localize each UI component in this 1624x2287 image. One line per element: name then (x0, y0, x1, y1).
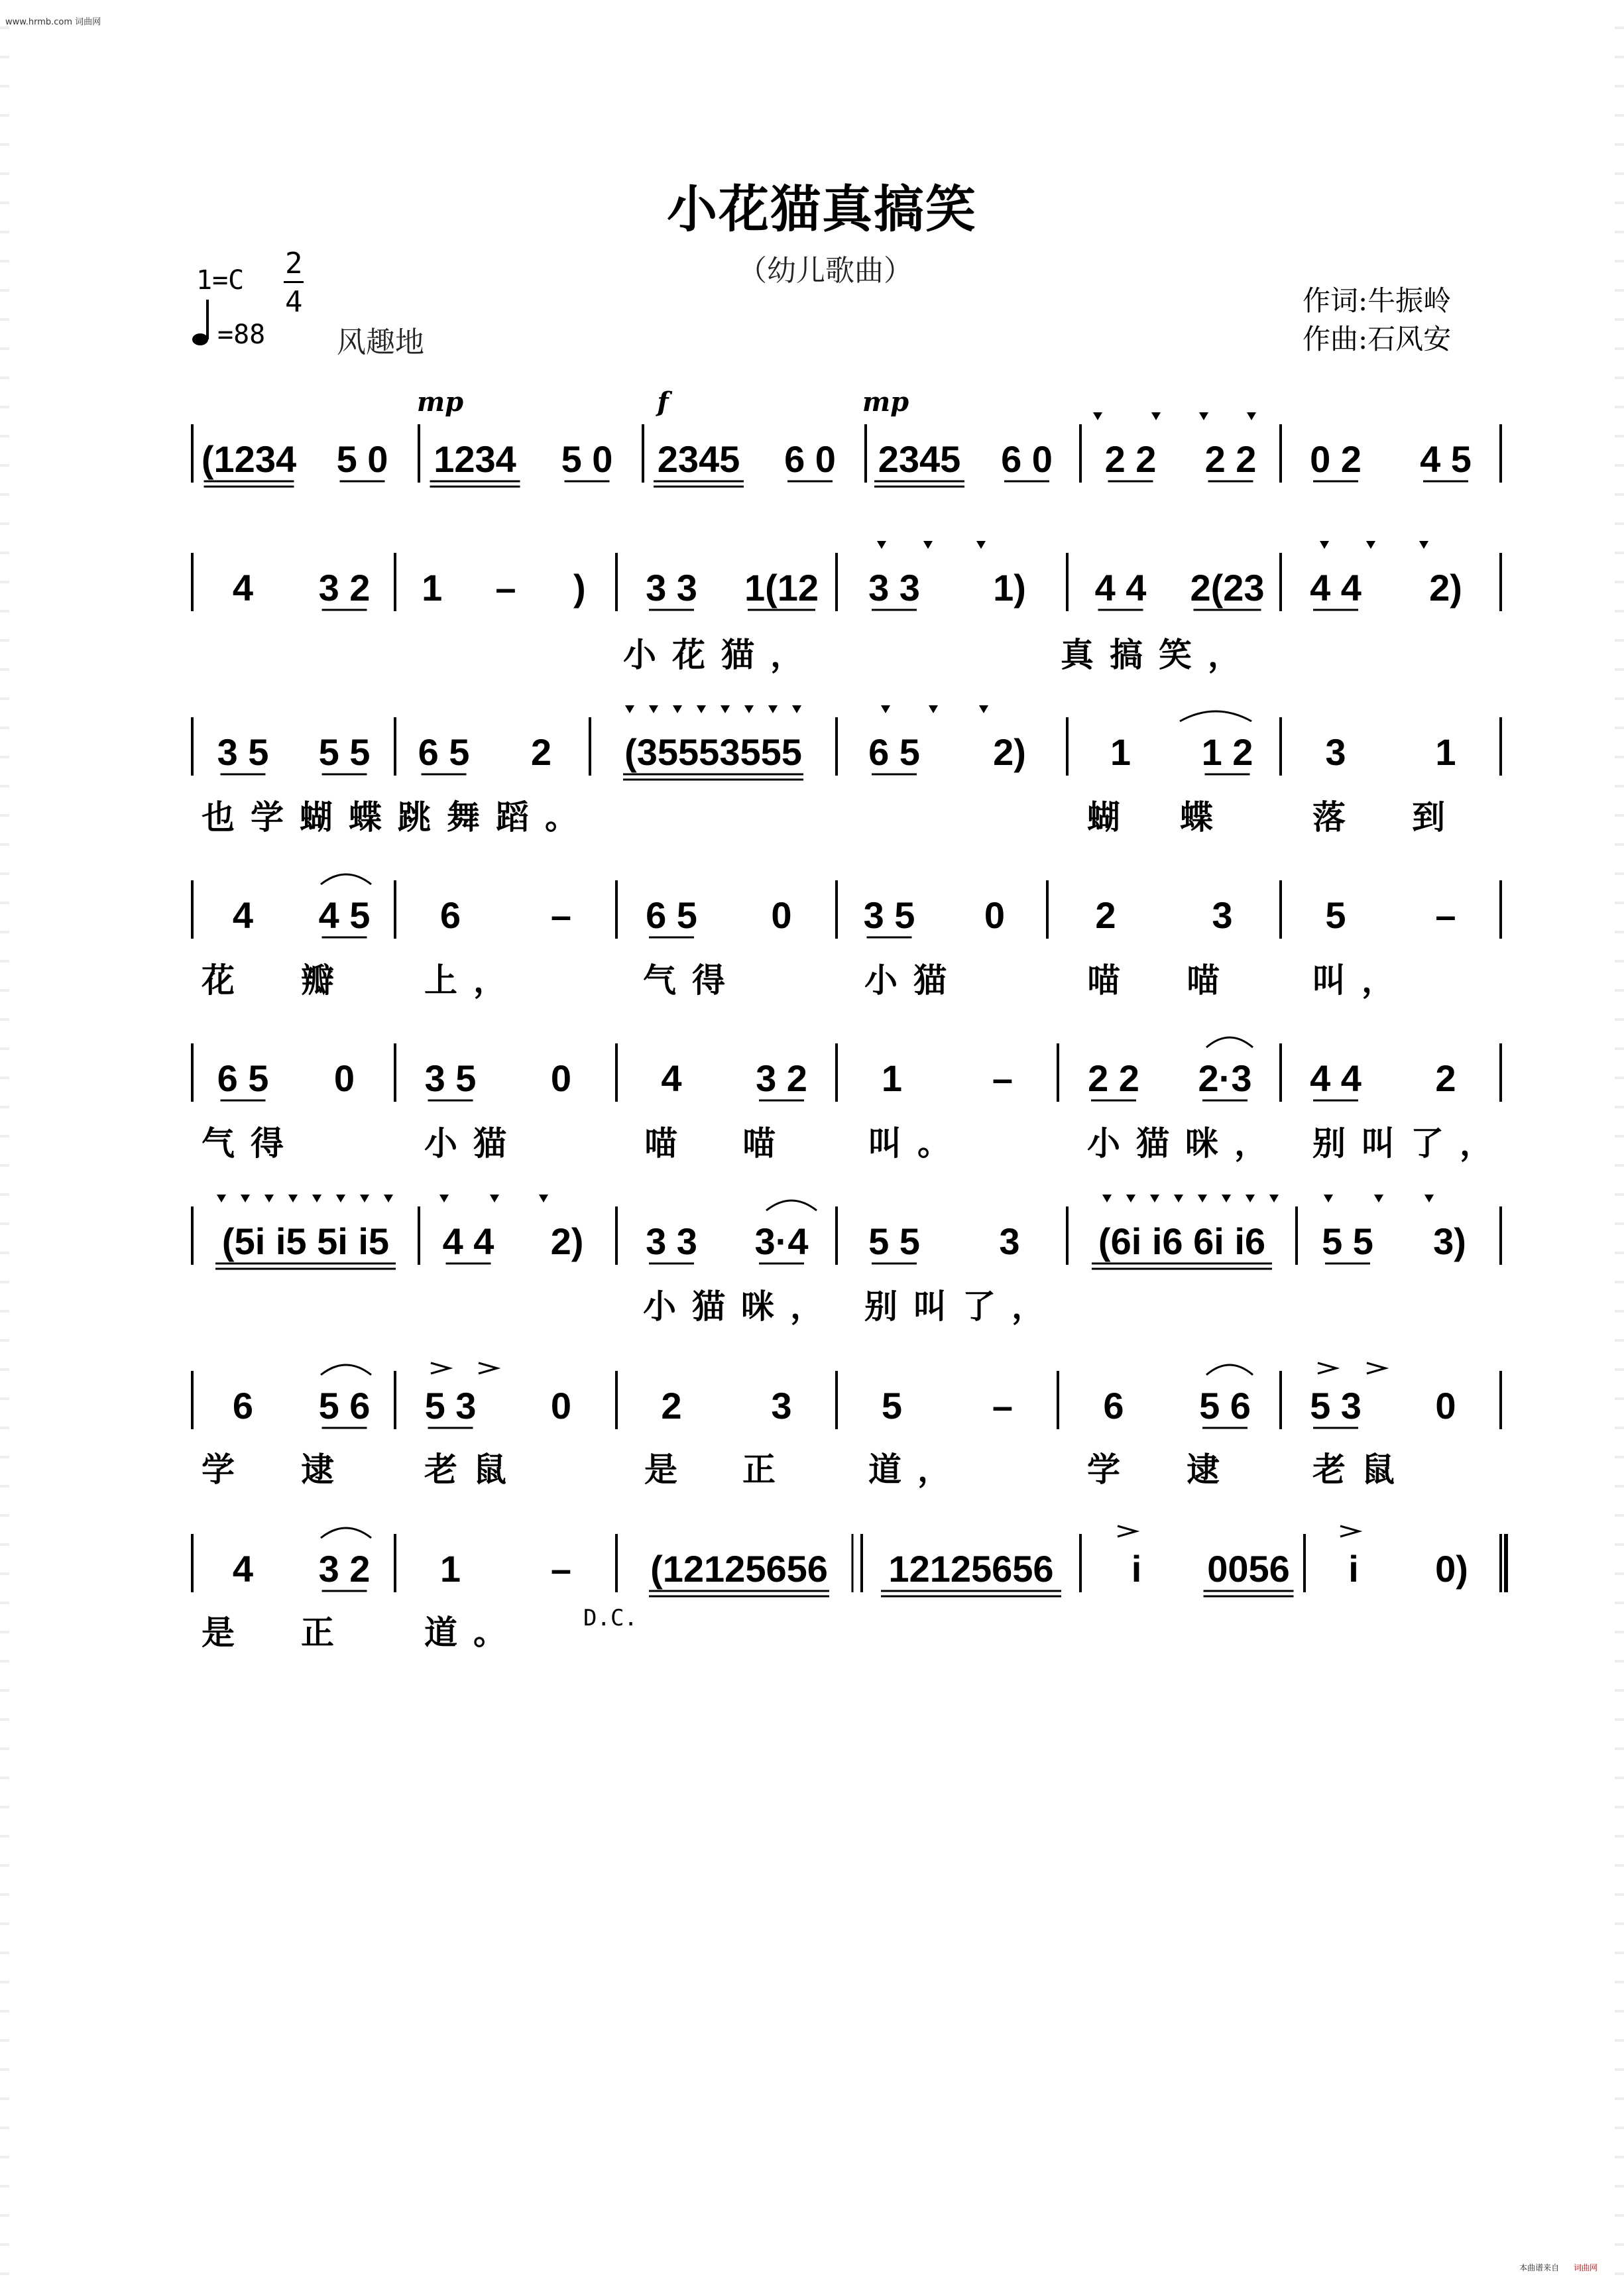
note-group: 3 (1325, 731, 1346, 773)
note-group: 1 2 (1201, 731, 1253, 773)
lyric: 叫， (1312, 961, 1411, 1000)
staccato-mark (539, 1195, 548, 1202)
lyric: 花 (202, 961, 251, 1000)
staccato-mark (721, 705, 730, 713)
note-group: 1(12 (744, 567, 819, 609)
staccato-mark (673, 705, 682, 713)
footer-left: 本曲谱来自 (1519, 2263, 1560, 2272)
staccato-mark (625, 705, 634, 713)
note-group: 5 0 (561, 438, 613, 480)
note-group: (5i i5 5i i5 (221, 1220, 390, 1262)
note-group: 0) (1435, 1548, 1468, 1590)
lyric: 上， (424, 961, 522, 1000)
note-group: 3 2 (318, 567, 371, 609)
lyric: 也学蝴蝶跳舞蹈。 (202, 798, 594, 837)
note-group: 3 2 (756, 1057, 807, 1099)
lyric: 小猫咪， (1087, 1124, 1283, 1163)
note-group: i (1348, 1548, 1359, 1590)
time-signature-bottom: 4 (285, 285, 303, 319)
note-group: 12125656 (888, 1548, 1054, 1590)
note-group: 2 2 (1088, 1057, 1139, 1099)
header-url: www.hrmb.com 词曲网 (5, 17, 101, 27)
note-group: 3 (999, 1220, 1020, 1262)
note-group: 4 (232, 1548, 254, 1590)
note-group: 0 (550, 1057, 572, 1099)
note-group: (12125656 (650, 1548, 828, 1590)
note-group: 5 (1325, 894, 1346, 936)
note-group: 4 5 (318, 894, 371, 936)
note-group: 1 (881, 1057, 903, 1099)
note-group: 2 (1435, 1057, 1456, 1099)
note-group: 2345 (878, 438, 961, 480)
staccato-mark (1374, 1195, 1383, 1202)
lyric: 小猫咪， (643, 1287, 839, 1326)
note-group: 6 (439, 894, 461, 936)
staccato-mark (1126, 1195, 1135, 1202)
lyric: 小花猫， (623, 636, 819, 674)
note-group: 2 (530, 731, 552, 773)
lyric: 道， (868, 1450, 966, 1489)
staccato-mark (1198, 1195, 1207, 1202)
staccato-mark (490, 1195, 499, 1202)
staccato-mark (336, 1195, 345, 1202)
note-group: 4 4 (1094, 567, 1147, 609)
lyric: 别叫了， (864, 1287, 1061, 1326)
note-group: 6 0 (1001, 438, 1053, 480)
staccato-mark (1150, 1195, 1159, 1202)
note-group: 0 2 (1310, 438, 1362, 480)
staccato-mark (881, 705, 890, 713)
staccato-mark (360, 1195, 369, 1202)
staccato-mark (384, 1195, 393, 1202)
staccato-mark (241, 1195, 250, 1202)
lyric: 小猫 (424, 1124, 522, 1163)
note-group: 1) (993, 567, 1026, 609)
note-group: – (992, 1385, 1014, 1427)
staccato-mark (923, 541, 933, 549)
staccato-mark (792, 705, 801, 713)
note-group: 2 2 (1204, 438, 1257, 480)
note-group: 2 (661, 1385, 682, 1427)
note-group: 5 5 (1322, 1220, 1373, 1262)
staccato-mark (1246, 1195, 1255, 1202)
note-group: 6 5 (868, 731, 920, 773)
staccato-mark (1320, 541, 1329, 549)
lyric: 蝶 (1180, 798, 1229, 837)
note-group: 2·3 (1198, 1057, 1252, 1099)
staccato-mark (1419, 541, 1428, 549)
staccato-mark (1247, 412, 1256, 420)
lyric: 别叫了， (1312, 1124, 1509, 1163)
staccato-mark (264, 1195, 274, 1202)
staccato-mark (1222, 1195, 1231, 1202)
lyric: 小猫 (864, 961, 962, 1000)
note-group: 5 6 (1199, 1385, 1251, 1427)
note-group: (6i i6 6i i6 (1098, 1220, 1266, 1262)
staccato-mark (312, 1195, 321, 1202)
lyric: 真搞笑， (1061, 636, 1257, 674)
note-group: 6 (232, 1385, 254, 1427)
note-group: 2(23 (1190, 567, 1265, 609)
slur-arc (321, 1365, 371, 1375)
lyric: 逮 (301, 1450, 350, 1489)
staccato-mark (1093, 412, 1102, 420)
accent-mark (479, 1363, 497, 1374)
staccato-mark (744, 705, 754, 713)
dynamic-mark: mp (416, 386, 464, 418)
footer-right: 词曲网 (1573, 2263, 1597, 2272)
note-group: 3 5 (863, 894, 915, 936)
note-group: 3 2 (318, 1548, 371, 1590)
note-group: 0 (771, 894, 792, 936)
lyric: 落 (1312, 798, 1362, 837)
staccato-mark (649, 705, 658, 713)
note-group: 1 (1110, 731, 1131, 773)
song-subtitle: （幼儿歌曲） (738, 254, 913, 288)
note-group: 2) (1429, 567, 1462, 609)
accent-mark (1318, 1363, 1336, 1374)
staccato-mark (1151, 412, 1161, 420)
lyric: 喵 (1087, 961, 1136, 1000)
note-group: ) (573, 567, 586, 609)
staccato-mark (1324, 1195, 1333, 1202)
tempo-value: =88 (217, 320, 266, 350)
slur-arc (1206, 1037, 1253, 1047)
lyric: 瓣 (301, 961, 350, 1000)
composer: 作曲:石风安 (1303, 323, 1452, 355)
note-group: – (550, 894, 572, 936)
staccato-mark (979, 705, 988, 713)
footer (1519, 2262, 1597, 2273)
note-group: 4 (232, 567, 254, 609)
dc-marking: D.C. (583, 1605, 638, 1631)
song-title: 小花猫真搞笑 (667, 180, 977, 239)
note-group: 3 5 (217, 731, 269, 773)
lyric: 蝴 (1087, 798, 1136, 837)
time-signature-top: 2 (285, 247, 303, 280)
staccato-mark (877, 541, 886, 549)
staccato-mark (288, 1195, 298, 1202)
lyric: 气得 (643, 961, 741, 1000)
note-group: 3 3 (646, 567, 697, 609)
staccato-mark (929, 705, 938, 713)
note-group: 0056 (1207, 1548, 1290, 1590)
lyric: 是 (644, 1450, 693, 1489)
staccato-mark (1174, 1195, 1183, 1202)
note-group: 2) (550, 1220, 584, 1262)
note-group: 6 5 (418, 731, 470, 773)
note-group: 4 4 (1310, 567, 1362, 609)
note-group: 2345 (657, 438, 740, 480)
note-group: 3 3 (868, 567, 920, 609)
staccato-mark (439, 1195, 449, 1202)
accent-mark (1340, 1526, 1359, 1537)
staccato-mark (1199, 412, 1208, 420)
note-group: 4 4 (1310, 1057, 1362, 1099)
note-group: – (992, 1057, 1014, 1099)
tempo-marking: 风趣地 (337, 325, 424, 359)
note-group: 0 (984, 894, 1006, 936)
note-group: 5 5 (318, 731, 371, 773)
lyric: 叫。 (868, 1124, 966, 1163)
note-group: 5 3 (424, 1385, 477, 1427)
lyric: 到 (1412, 798, 1461, 837)
note-group: – (1435, 894, 1456, 936)
lyric: 喵 (742, 1124, 791, 1163)
note-group: 5 6 (318, 1385, 371, 1427)
note-group: 5 5 (868, 1220, 920, 1262)
slur-arc (321, 874, 371, 884)
note-group: 1 (439, 1548, 461, 1590)
lyric: 正 (301, 1613, 350, 1652)
note-group: 0 (333, 1057, 355, 1099)
accent-mark (1118, 1526, 1136, 1537)
note-group: 3 3 (646, 1220, 697, 1262)
note-group: 3) (1433, 1220, 1466, 1262)
lyricist: 作词:牛振岭 (1303, 284, 1452, 317)
key-signature: 1=C (196, 265, 245, 296)
lyric: 道。 (424, 1613, 522, 1652)
slur-arc (766, 1201, 817, 1210)
lyric: 气得 (202, 1124, 300, 1163)
note-group: 6 0 (784, 438, 836, 480)
slur-arc (1206, 1365, 1253, 1375)
accent-mark (431, 1363, 449, 1374)
dynamic-mark: f (657, 386, 669, 418)
staccato-mark (768, 705, 778, 713)
note-group: 6 5 (646, 894, 697, 936)
note-group: 2 2 (1104, 438, 1157, 480)
accent-mark (1367, 1363, 1385, 1374)
lyric: 喵 (644, 1124, 693, 1163)
staccato-mark (1424, 1195, 1434, 1202)
note-group: 1 (1435, 731, 1456, 773)
note-group: 3 (771, 1385, 792, 1427)
note-group: 2 (1095, 894, 1116, 936)
staccato-mark (697, 705, 706, 713)
note-group: – (495, 567, 516, 609)
lyric: 老鼠 (424, 1450, 522, 1489)
note-group: 4 4 (442, 1220, 494, 1262)
note-group: 4 (661, 1057, 682, 1099)
staccato-mark (1366, 541, 1375, 549)
note-group: i (1131, 1548, 1142, 1590)
note-group: 5 (881, 1385, 903, 1427)
staccato-mark (1102, 1195, 1112, 1202)
note-group: 0 (1435, 1385, 1456, 1427)
note-group: (1234 (201, 438, 297, 480)
note-group: 0 (550, 1385, 572, 1427)
note-group: 6 5 (217, 1057, 269, 1099)
note-group: 1 (422, 567, 443, 609)
lyric: 学 (202, 1450, 251, 1489)
note-group: 5 3 (1310, 1385, 1362, 1427)
note-group: 1234 (434, 438, 516, 480)
lyric: 正 (742, 1450, 791, 1489)
note-group: 3·4 (754, 1220, 809, 1262)
note-group: 5 0 (336, 438, 388, 480)
staccato-mark (1269, 1195, 1279, 1202)
note-group: (35553555 (624, 731, 802, 773)
staccato-mark (976, 541, 986, 549)
lyric: 是 (202, 1613, 251, 1652)
note-group: 6 (1103, 1385, 1124, 1427)
note-group: 4 5 (1420, 438, 1472, 480)
note-group: 3 5 (424, 1057, 477, 1099)
staccato-mark (217, 1195, 226, 1202)
dynamic-mark: mp (862, 386, 909, 418)
note-group: – (550, 1548, 572, 1590)
lyric: 喵 (1187, 961, 1236, 1000)
slur-arc (1180, 711, 1251, 721)
note-group: 4 (232, 894, 254, 936)
note-group: 3 (1212, 894, 1233, 936)
lyric: 学 (1087, 1450, 1136, 1489)
slur-arc (321, 1528, 371, 1538)
note-group: 2) (993, 731, 1026, 773)
lyric: 逮 (1187, 1450, 1236, 1489)
lyric: 老鼠 (1312, 1450, 1411, 1489)
